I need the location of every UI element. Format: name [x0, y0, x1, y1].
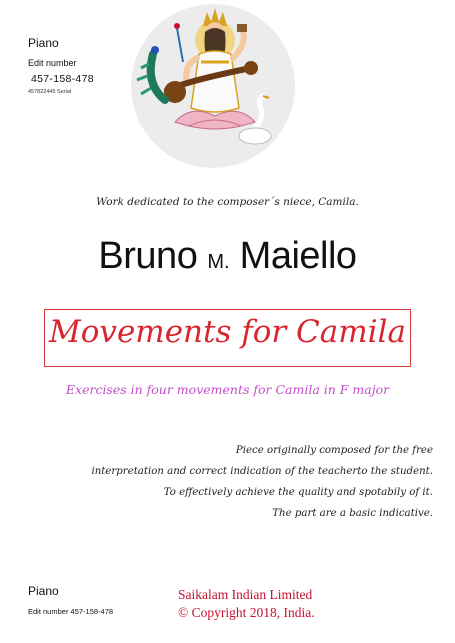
performance-notes: [73, 440, 433, 524]
instrument-label: Piano: [28, 36, 59, 50]
saraswati-medallion-image: [131, 4, 295, 168]
note-line: Piece originally composed for the free: [235, 445, 433, 456]
footer-edit-number: Edit number 457-158-478: [28, 607, 114, 616]
footer-instrument-label: Piano: [28, 584, 59, 598]
work-title: Movements for Camila: [49, 314, 406, 350]
dedication-text: Work dedicated to the composer´s niece, Camila.: [96, 196, 359, 208]
saraswati-illustration-icon: [131, 4, 295, 168]
work-subtitle: Exercises in four movements for Camila in F major: [65, 382, 390, 397]
note-line: The part are a basic indicative.: [272, 508, 433, 519]
edit-number-label: Edit number: [28, 58, 77, 68]
note-line: To effectively achieve the quality and spotabily of it.: [163, 487, 433, 498]
composer-middle-initial: M.: [207, 251, 230, 273]
header-meta: [28, 36, 94, 95]
publisher-block: [178, 586, 315, 622]
composer-first-name: Bruno: [98, 235, 198, 277]
serial-number: 457822445 Serial: [28, 89, 72, 95]
composer-last-name: Maiello: [239, 235, 357, 277]
composer-name: [0, 236, 455, 282]
note-line: interpretation and correct indication of the teacherto the student.: [91, 466, 433, 477]
copyright-notice: © Copyright 2018, India.: [178, 605, 315, 620]
publisher-name: Saikalam Indian Limited: [178, 587, 313, 602]
edit-number-value: 457-158-478: [31, 73, 94, 85]
footer-meta: [28, 584, 113, 616]
